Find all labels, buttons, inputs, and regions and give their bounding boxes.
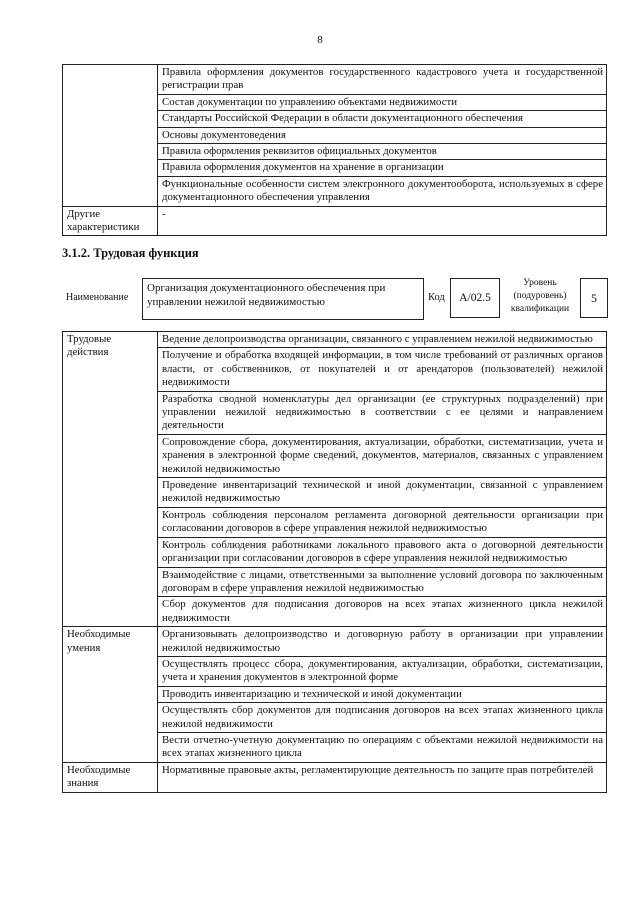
other-characteristics-label: Другие характеристики: [63, 206, 158, 236]
knowledge-item: Состав документации по управлению объектами недвижимости: [158, 94, 607, 110]
knowledge-continuation-table: [62, 64, 607, 236]
action-item: Получение и обработка входящей информации, в том числе требований от различных органов власти, от собственников, от покупателей и от арендаторов (пользователей) нежилой недвижимости: [158, 348, 607, 391]
action-item: Ведение делопроизводства организации, связанного с управлением нежилой недвижимостью: [158, 332, 607, 348]
knowledge-item: Нормативные правовые акты, регламентирующие деятельность по защите прав потребителей: [158, 762, 607, 792]
skills-label: Необходимые умения: [63, 627, 158, 763]
function-header: [62, 278, 612, 320]
name-label: Наименование: [66, 292, 129, 303]
knowledge-item: Правила оформления реквизитов официальных документов: [158, 144, 607, 160]
action-item: Сбор документов для подписания договоров на всех этапах жизненного цикла нежилой недвижимости: [158, 597, 607, 627]
actions-label: Трудовые действия: [63, 332, 158, 627]
code-label: Код: [428, 292, 445, 303]
skill-item: Организовывать делопроизводство и договорную работу в организации при управлении нежилой недвижимостью: [158, 627, 607, 657]
level-value-box: 5: [580, 278, 608, 318]
action-item: Сопровождение сбора, документирования, актуализации, обработки, систематизации, учета и хранения в электронной форме сведений, документов, материалов, связанных с управлением нежилой недвижимостью: [158, 434, 607, 477]
knowledge-item: Правила оформления документов на хранение в организации: [158, 160, 607, 176]
skill-item: Осуществлять процесс сбора, документирования, актуализации, обработки, систематизации, учета и хранения документов в электронной форме: [158, 656, 607, 686]
other-characteristics-value: -: [158, 206, 607, 236]
action-item: Взаимодействие с лицами, ответственными за выполнение условий договора по заключенным договорам в сфере управления нежилой недвижимостью: [158, 567, 607, 597]
knowledge-label: Необходимые знания: [63, 762, 158, 792]
skill-item: Вести отчетно-учетную документацию по операциям с объектами нежилой недвижимости на всех этапах жизненного цикла: [158, 732, 607, 762]
knowledge-item: Основы документоведения: [158, 127, 607, 143]
code-value-box: А/02.5: [450, 278, 500, 318]
action-item: Проведение инвентаризаций технической и иной документации, связанной с управлением нежилой недвижимостью: [158, 478, 607, 508]
table-row: [63, 627, 607, 657]
skill-item: Осуществлять сбор документов для подписания договоров на всех этапах жизненного цикла нежилой недвижимости: [158, 703, 607, 733]
knowledge-item: Стандарты Российской Федерации в области документационного обеспечения: [158, 111, 607, 127]
table-row: [63, 332, 607, 348]
knowledge-item: Функциональные особенности систем электронного документооборота, используемых в сфере документационного обеспечения управления: [158, 176, 607, 206]
action-item: Контроль соблюдения работниками локального правового акта о договорной деятельности организации при согласовании договоров в сфере управления нежилой недвижимостью: [158, 537, 607, 567]
action-item: Разработка сводной номенклатуры дел организации (ее структурных подразделений) при управлении нежилой недвижимостью в соответствии с ее целями и направлением деятельности: [158, 391, 607, 434]
level-label: Уровень (подуровень) квалификации: [510, 278, 570, 314]
table-row: [63, 206, 607, 236]
action-item: Контроль соблюдения персоналом регламента договорной деятельности организации при согласовании договоров в сфере управления нежилой недвижимостью: [158, 507, 607, 537]
section-title: 3.1.2. Трудовая функция: [62, 246, 199, 260]
table-row: [63, 762, 607, 792]
skill-item: Проводить инвентаризацию и технической и иной документации: [158, 686, 607, 702]
knowledge-label-cell: [63, 65, 158, 207]
page-number: 8: [317, 34, 323, 46]
table-row: [63, 65, 607, 95]
function-name-box: Организация документационного обеспечения при управлении нежилой недвижимостью: [142, 278, 424, 320]
function-details-table: [62, 331, 607, 793]
knowledge-item: Правила оформления документов государственного кадастрового учета и государственной регистрации прав: [158, 65, 607, 95]
